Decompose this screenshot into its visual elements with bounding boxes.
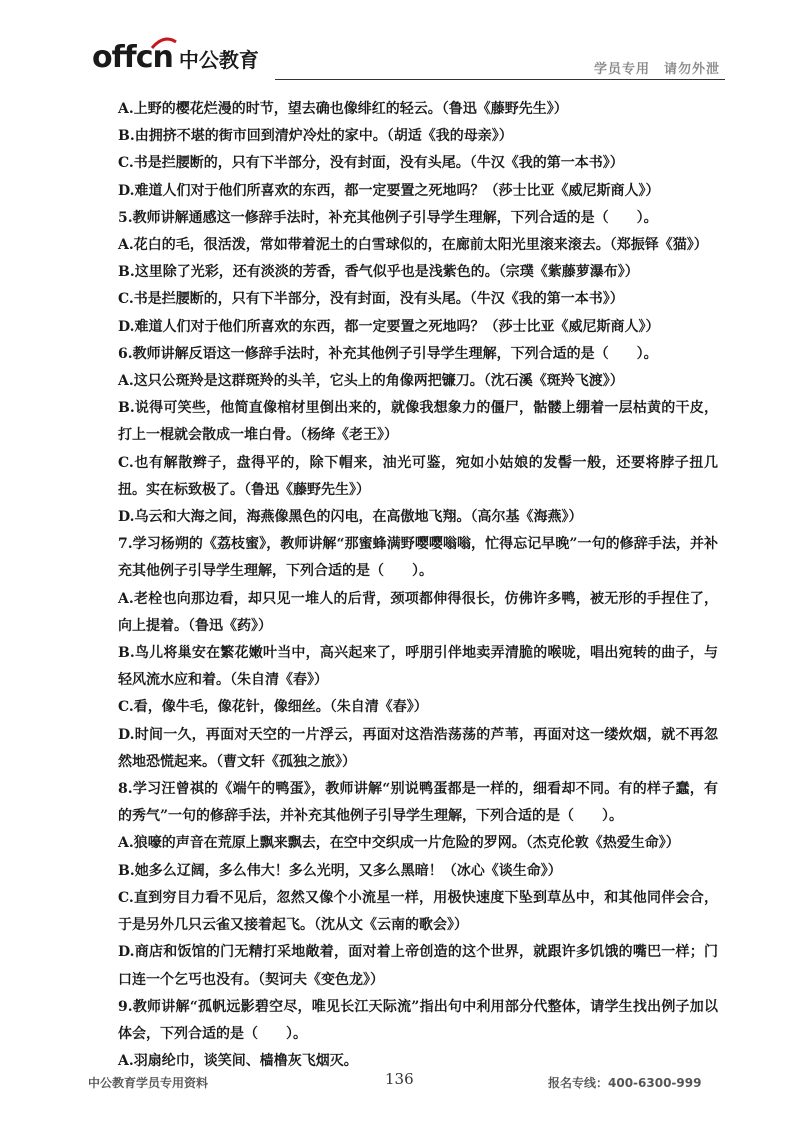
header-tag-student-only: 学员专用 [593,62,650,77]
text-line: B.由拥挤不堪的街市回到清炉冷灶的家中。（胡适《我的母亲》） [118,128,513,145]
text-line: D.难道人们对于他们所喜欢的东西，都一定要置之死地吗？（莎士比亚《威尼斯商人》） [118,318,660,335]
question-9: 9.教师讲解“孤帆远影碧空尽，唯见长江天际流”指出句中利用部分代整体，请学生找出例子加以体会，下列合适的是（ ）。 [118,998,718,1042]
text-paragraph: B.鸟儿将巢安在繁花嫩叶当中，高兴起来了，呼朋引伴地卖弄清脆的喉咙，唱出宛转的曲子，与轻风流水应和着。（朱自清《春》） [118,645,718,689]
logo-arc-icon [150,36,178,50]
text-line: B.她多么辽阔，多么伟大！多么光明，又多么黑暗！（冰心《谈生命》） [118,862,562,879]
text-line: C.书是拦腰断的，只有下半部分，没有封面，没有头尾。（牛汉《我的第一本书》） [118,155,624,172]
logo-wordmark: offcn [92,40,173,75]
text-line: A.狼嚎的声音在荒原上飘来飘去，在空中交织成一片危险的罗网。（杰克伦敦《热爱生命》） [118,835,680,852]
text-paragraph: C.直到穷目力看不见后，忽然又像个小流星一样，用极快速度下坠到草丛中，和其他同伴会合，于是另外几只云雀又接着起飞。（沈从文《云南的歌会》） [118,889,718,934]
text-paragraph: A.老栓也向那边看，却只见一堆人的后背，颈项都伸得很长，仿佛许多鸭，被无形的手捏住了，向上提着。（鲁迅《药》） [118,590,718,634]
question-5: 5.教师讲解通感这一修辞手法时，补充其他例子引导学生理解，下列合适的是（ ）。 [118,209,658,226]
text-paragraph: B.说得可笑些，他简直像棺材里倒出来的，就像我想象力的僵尸，骷髅上绷着一层枯黄的干皮，打上一棍就会散成一堆白骨。（杨绛《老王》） [118,400,718,444]
header-divider [275,79,725,80]
text-paragraph: C.也有解散辫子，盘得平的，除下帽来，油光可鉴，宛如小姑娘的发髻一般，还要将脖子扭几扭。实在标致极了。（鲁迅《藤野先生》） [118,454,718,498]
text-paragraph: D.商店和饭馆的门无精打采地敞着，面对着上帝创造的这个世界，就跟许多饥饿的嘴巴一样；门口连一个乞丐也没有。（契诃夫《变色龙》） [118,944,718,988]
question-7: 7.学习杨朔的《荔枝蜜》，教师讲解“那蜜蜂满野嘤嘤嗡嗡，忙得忘记早晚”一句的修辞手法，并补充其他例子引导学生理解，下列合适的是（ ）。 [118,536,718,580]
text-line: C.书是拦腰断的，只有下半部分，没有封面，没有头尾。（牛汉《我的第一本书》） [118,291,624,308]
page-footer [0,1060,800,1100]
page-header [0,0,800,90]
question-8: 8.学习汪曾祺的《端午的鸭蛋》，教师讲解“别说鸭蛋都是一样的，细看却不同。有的样子蠢，有的秀气”一句的修辞手法，并补充其他例子引导学生理解，下列合适的是（ ）。 [118,781,718,825]
offcn-logo [92,40,259,75]
footer-source: 中公教育学员专用资料 [88,1076,209,1090]
header-tag-no-leak: 请勿外泄 [663,62,720,77]
footer-hotline: 报名专线：400-6300-999 [548,1076,702,1090]
text-line: A.羽扇纶巾，谈笑间、樯橹灰飞烟灭。 [118,1053,358,1070]
document-body [90,96,718,1075]
text-paragraph: D.时间一久，再面对天空的一片浮云，再面对这浩浩荡荡的芦苇，再面对这一缕炊烟，就不再忽然地恐慌起来。（曹文轩《孤独之旅》） [118,726,718,770]
logo-chinese-name: 中公教育 [178,48,259,72]
question-6: 6.教师讲解反语这一修辞手法时，补充其他例子引导学生理解，下列合适的是（ ）。 [118,345,658,362]
text-line: A.这只公斑羚是这群斑羚的头羊，它头上的角像两把镰刀。（沈石溪《斑羚飞渡》） [118,373,624,390]
header-tag [594,58,720,77]
text-line: D.乌云和大海之间，海燕像黑色的闪电，在高傲地飞翔。（高尔基《海燕》） [118,509,583,526]
page-number: 136 [385,1070,414,1088]
text-line: A.上野的樱花烂漫的时节，望去确也像绯红的轻云。（鲁迅《藤野先生》） [118,101,568,117]
text-line: B.这里除了光彩，还有淡淡的芳香，香气似乎也是浅紫色的。（宗璞《紫藤萝瀑布》） [118,264,639,281]
text-line: C.看，像牛毛，像花针，像细丝。（朱自清《春》） [118,699,428,716]
text-line: A.花白的毛，很活泼，常如带着泥土的白雪球似的，在廊前太阳光里滚来滚去。（郑振铎《猫》） [118,237,708,254]
text-line: D.难道人们对于他们所喜欢的东西，都一定要置之死地吗？（莎士比亚《威尼斯商人》） [118,182,660,199]
